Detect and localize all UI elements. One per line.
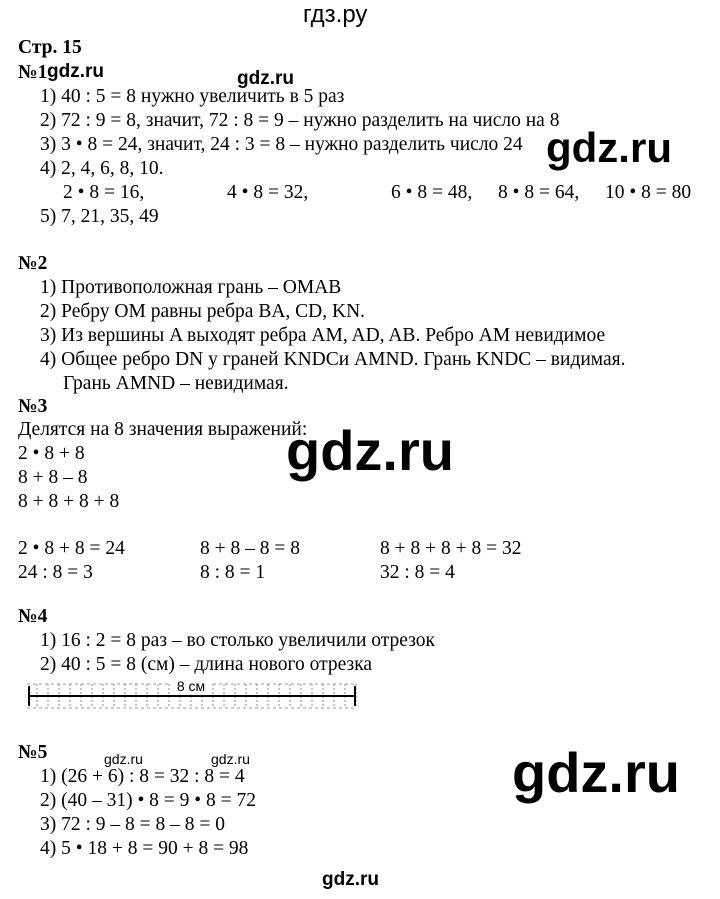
result: 8 : 8 = 1 xyxy=(200,562,266,583)
result: 32 : 8 = 4 xyxy=(380,562,455,583)
watermark: gdz.ru xyxy=(546,124,672,171)
segment-label: 8 см xyxy=(176,678,206,694)
product-item: 6 • 8 = 48, xyxy=(391,182,473,203)
watermark: gdz.ru xyxy=(512,741,680,804)
watermark: gdz.ru xyxy=(104,751,143,767)
task5-line: 2) (40 – 31) • 8 = 9 • 8 = 72 xyxy=(40,790,257,811)
task2-number: №2 xyxy=(18,253,48,274)
product-item: 4 • 8 = 32, xyxy=(227,182,309,203)
product-item: 2 • 8 = 16, xyxy=(63,182,145,203)
task2-line: 2) Ребру OM равны ребра BA, CD, KN. xyxy=(40,301,366,322)
task3-number: №3 xyxy=(18,396,48,417)
result: 24 : 8 = 3 xyxy=(18,562,93,583)
expression: 8 + 8 + 8 + 8 xyxy=(18,491,120,512)
task2-line: 1) Противоположная грань – OMAB xyxy=(40,277,342,298)
task5-number: №5 xyxy=(18,742,48,763)
task4-number: №4 xyxy=(18,606,48,627)
task5-line: 1) (26 + 6) : 8 = 32 : 8 = 4 xyxy=(40,766,245,787)
task1-line: 2) 72 : 9 = 8, значит, 72 : 8 = 9 – нужно разделить на число на 8 xyxy=(40,110,560,131)
page-label: Стр. 15 xyxy=(18,37,82,58)
task2-line: Грань AMND – невидимая. xyxy=(63,373,289,394)
watermark: gdz.ru xyxy=(211,751,250,767)
task5-line: 3) 72 : 9 – 8 = 8 – 8 = 0 xyxy=(40,814,226,835)
site-header: гдз.ру xyxy=(303,1,368,28)
task3-intro: Делятся на 8 значения выражений: xyxy=(18,419,308,440)
product-item: 10 • 8 = 80 xyxy=(605,182,692,203)
task1-line: 1) 40 : 5 = 8 нужно увеличить в 5 раз xyxy=(40,86,345,107)
segment-ruler xyxy=(27,676,357,716)
expression: 2 • 8 + 8 xyxy=(18,443,85,464)
expression: 8 + 8 – 8 xyxy=(18,467,88,488)
result: 8 + 8 – 8 = 8 xyxy=(200,538,300,559)
task1-line: 4) 2, 4, 6, 8, 10. xyxy=(40,158,164,179)
task4-line: 2) 40 : 5 = 8 (см) – длина нового отрезка xyxy=(40,654,373,675)
task4-line: 1) 16 : 2 = 8 раз – во столько увеличили отрезок xyxy=(40,630,436,651)
task1-line: 3) 3 • 8 = 24, значит, 24 : 3 = 8 – нужно разделить число 24 xyxy=(40,134,523,155)
product-item: 8 • 8 = 64, xyxy=(498,182,580,203)
task1-number: №1 xyxy=(18,62,48,83)
task5-line: 4) 5 • 18 + 8 = 90 + 8 = 98 xyxy=(40,838,249,859)
task2-line: 4) Общее ребро DN у граней KNDCи AMND. Грань KNDC – видимая. xyxy=(40,349,626,370)
watermark: gdz.ru xyxy=(286,419,454,482)
task2-line: 3) Из вершины A выходят ребра AM, AD, AB. Ребро AM невидимое xyxy=(40,325,606,346)
task1-line: 5) 7, 21, 35, 49 xyxy=(40,206,159,227)
watermark: gdz.ru xyxy=(237,68,294,89)
result: 8 + 8 + 8 + 8 = 32 xyxy=(380,538,522,559)
watermark: gdz.ru xyxy=(322,869,379,890)
watermark: gdz.ru xyxy=(47,61,104,82)
result: 2 • 8 + 8 = 24 xyxy=(18,538,125,559)
